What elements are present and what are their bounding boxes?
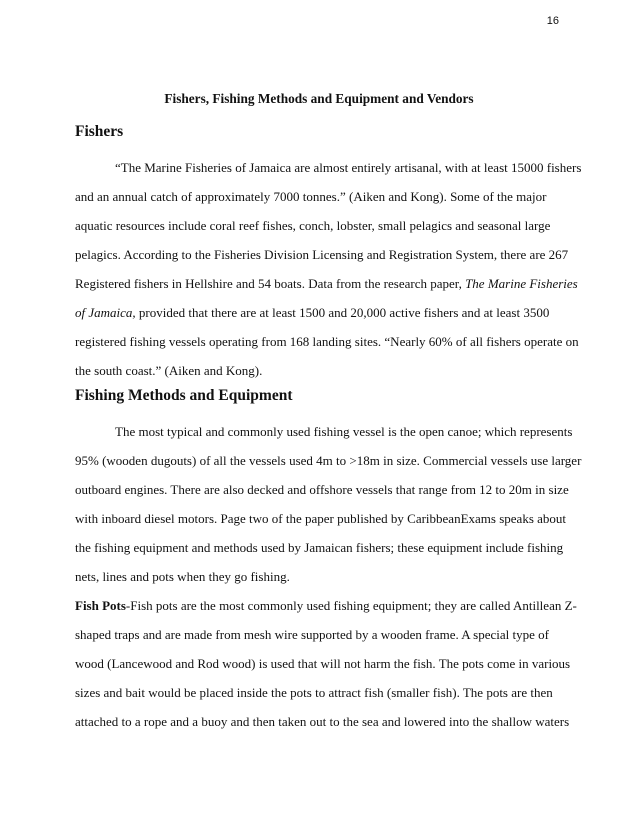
paragraph-line [75, 598, 577, 614]
paragraph-line: the fishing equipment and methods used by Jamaican fishers; these equipment include fishing [75, 540, 564, 555]
paragraph-line: outboard engines. There are also decked and offshore vessels that range from 12 to 20m in size [75, 482, 569, 497]
line-text: provided that there are at least 1500 and 20,000 active fishers and at least 3500 [135, 305, 550, 320]
paragraph-line: aquatic resources include coral reef fishes, conch, lobster, small pelagics and seasonal large [75, 218, 551, 233]
paragraph-line: The most typical and commonly used fishing vessel is the open canoe; which represents [115, 424, 573, 439]
paragraph-line: shaped traps and are made from mesh wire supported by a wooden frame. A special type of [75, 627, 549, 642]
paragraph-line: the south coast.” (Aiken and Kong). [75, 363, 263, 378]
paragraph-line: with inboard diesel motors. Page two of the paper published by CaribbeanExams speaks about [75, 511, 567, 526]
paragraph-line: nets, lines and pots when they go fishing. [75, 569, 290, 584]
paragraph-line: “The Marine Fisheries of Jamaica are almost entirely artisanal, with at least 15000 fishers [115, 160, 582, 175]
cited-title: of Jamaica, [75, 305, 136, 320]
paragraph-line: attached to a rope and a buoy and then taken out to the sea and lowered into the shallow waters [75, 714, 570, 729]
cited-title: The Marine Fisheries [465, 276, 578, 291]
paragraph-line: pelagics. According to the Fisheries Division Licensing and Registration System, there are 267 [75, 247, 569, 262]
line-text: Registered fishers in Hellshire and 54 boats. Data from the research paper, [75, 276, 466, 291]
page-number: 16 [546, 15, 559, 27]
document-title: Fishers, Fishing Methods and Equipment and Vendors [164, 91, 474, 106]
paragraph-line: wood (Lancewood and Rod wood) is used that will not harm the fish. The pots come in various [75, 656, 571, 671]
paragraph-line [75, 305, 549, 321]
paragraph-line: and an annual catch of approximately 7000 tonnes.” (Aiken and Kong). Some of the major [75, 189, 547, 204]
paragraph-line [75, 276, 578, 292]
paragraph-line: sizes and bait would be placed inside the pots to attract fish (smaller fish). The pots are then [75, 685, 553, 700]
paragraph-line: 95% (wooden dugouts) of all the vessels used 4m to >18m in size. Commercial vessels use larger [75, 453, 582, 468]
line-text: -Fish pots are the most commonly used fishing equipment; they are called Antillean Z- [125, 598, 577, 613]
paragraph-line: registered fishing vessels operating from 168 landing sites. “Nearly 60% of all fishers operate on [75, 334, 579, 349]
section-heading-fishing-methods: Fishing Methods and Equipment [75, 387, 293, 404]
run-in-heading-fish-pots: Fish Pots [75, 598, 126, 613]
section-heading-fishers: Fishers [75, 123, 124, 140]
